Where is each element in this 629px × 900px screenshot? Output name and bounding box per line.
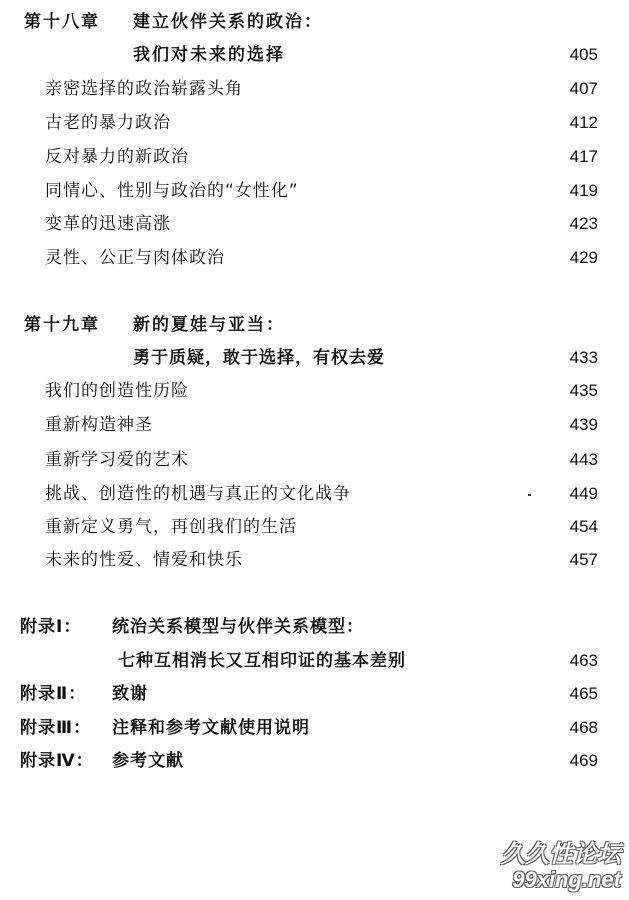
page-number: 439 xyxy=(569,415,598,434)
appendix-title: 注释和参考文献使用说明 xyxy=(112,718,310,738)
page-number: 412 xyxy=(569,113,598,132)
entry-title: 灵性、公正与肉体政治 xyxy=(45,248,225,268)
entry-title: 古老的暴力政治 xyxy=(45,113,171,133)
chapter-subtitle: 我们对未来的选择 xyxy=(133,45,285,65)
page-number: 423 xyxy=(569,214,598,233)
toc-entry[interactable] xyxy=(0,410,629,440)
appendix-label: 附录Ⅰ： xyxy=(20,617,82,637)
page-number: 405 xyxy=(569,45,598,64)
toc-entry[interactable] xyxy=(0,679,629,709)
page-number: 457 xyxy=(569,550,598,569)
watermark-logo xyxy=(471,840,621,892)
toc-entry[interactable] xyxy=(0,746,629,776)
appendix-label: 附录Ⅳ： xyxy=(20,751,94,771)
page-number: 469 xyxy=(569,751,598,770)
page-number: 435 xyxy=(569,381,598,400)
toc-entry[interactable] xyxy=(0,176,629,206)
watermark-text-cn: 久久性论坛 xyxy=(501,840,621,868)
entry-title: 我们的创造性历险 xyxy=(45,381,189,401)
chapter-title: 建立伙伴关系的政治： xyxy=(133,12,323,32)
entry-title: 重新构造神圣 xyxy=(45,415,153,435)
entry-title: 挑战、创造性的机遇与真正的文化战争 xyxy=(45,484,351,504)
entry-title: 同情心、性别与政治的“女性化” xyxy=(45,181,299,201)
toc-entry[interactable] xyxy=(0,142,629,172)
toc-entry[interactable] xyxy=(0,512,629,542)
toc-entry[interactable] xyxy=(0,713,629,743)
page-number: 429 xyxy=(569,248,598,267)
page-number: 463 xyxy=(569,651,598,670)
watermark-text-url: 99xing.net xyxy=(512,867,621,892)
page-number: 465 xyxy=(569,684,598,703)
chapter-title: 新的夏娃与亚当： xyxy=(133,315,285,335)
toc-entry[interactable] xyxy=(0,343,629,373)
chapter-subtitle: 勇于质疑，敢于选择，有权去爱 xyxy=(133,348,385,368)
toc-entry[interactable] xyxy=(0,243,629,273)
page-number: 407 xyxy=(569,79,598,98)
page-number: 443 xyxy=(569,450,598,469)
chapter-18-heading xyxy=(0,7,629,37)
appendix-title: 致谢 xyxy=(112,684,148,704)
chapter-19-heading xyxy=(0,310,629,340)
toc-entry[interactable] xyxy=(0,209,629,239)
chapter-label: 第十九章 xyxy=(24,315,100,335)
page-number: 449 xyxy=(569,484,598,503)
toc-entry[interactable] xyxy=(0,376,629,406)
toc-entry[interactable] xyxy=(0,445,629,475)
page-number: 454 xyxy=(569,517,598,536)
entry-title: 变革的迅速高涨 xyxy=(45,214,171,234)
entry-title: 亲密选择的政治崭露头角 xyxy=(45,79,243,99)
toc-entry[interactable] xyxy=(0,74,629,104)
chapter-label: 第十八章 xyxy=(24,12,100,32)
entry-title: 未来的性爱、情爱和快乐 xyxy=(45,550,243,570)
page-number: 417 xyxy=(569,147,598,166)
toc-entry[interactable] xyxy=(0,40,629,70)
appendix-subtitle: 七种互相消长又互相印证的基本差别 xyxy=(118,651,406,671)
appendix-label: 附录Ⅱ： xyxy=(20,684,87,704)
toc-entry[interactable] xyxy=(0,545,629,575)
appendix-title: 统治关系模型与伙伴关系模型： xyxy=(112,617,364,637)
entry-title: 重新定义勇气，再创我们的生活 xyxy=(45,517,297,537)
entry-title: 重新学习爱的艺术 xyxy=(45,450,189,470)
appendix-1-heading xyxy=(0,612,629,642)
appendix-title: 参考文献 xyxy=(112,751,184,771)
appendix-label: 附录Ⅲ： xyxy=(20,718,92,738)
toc-entry[interactable] xyxy=(0,108,629,138)
scan-speck xyxy=(528,494,531,496)
page-number: 468 xyxy=(569,718,598,737)
toc-entry[interactable] xyxy=(0,646,629,676)
toc-entry[interactable] xyxy=(0,479,629,509)
entry-title: 反对暴力的新政治 xyxy=(45,147,189,167)
page-number: 433 xyxy=(569,348,598,367)
page-number: 419 xyxy=(569,181,598,200)
